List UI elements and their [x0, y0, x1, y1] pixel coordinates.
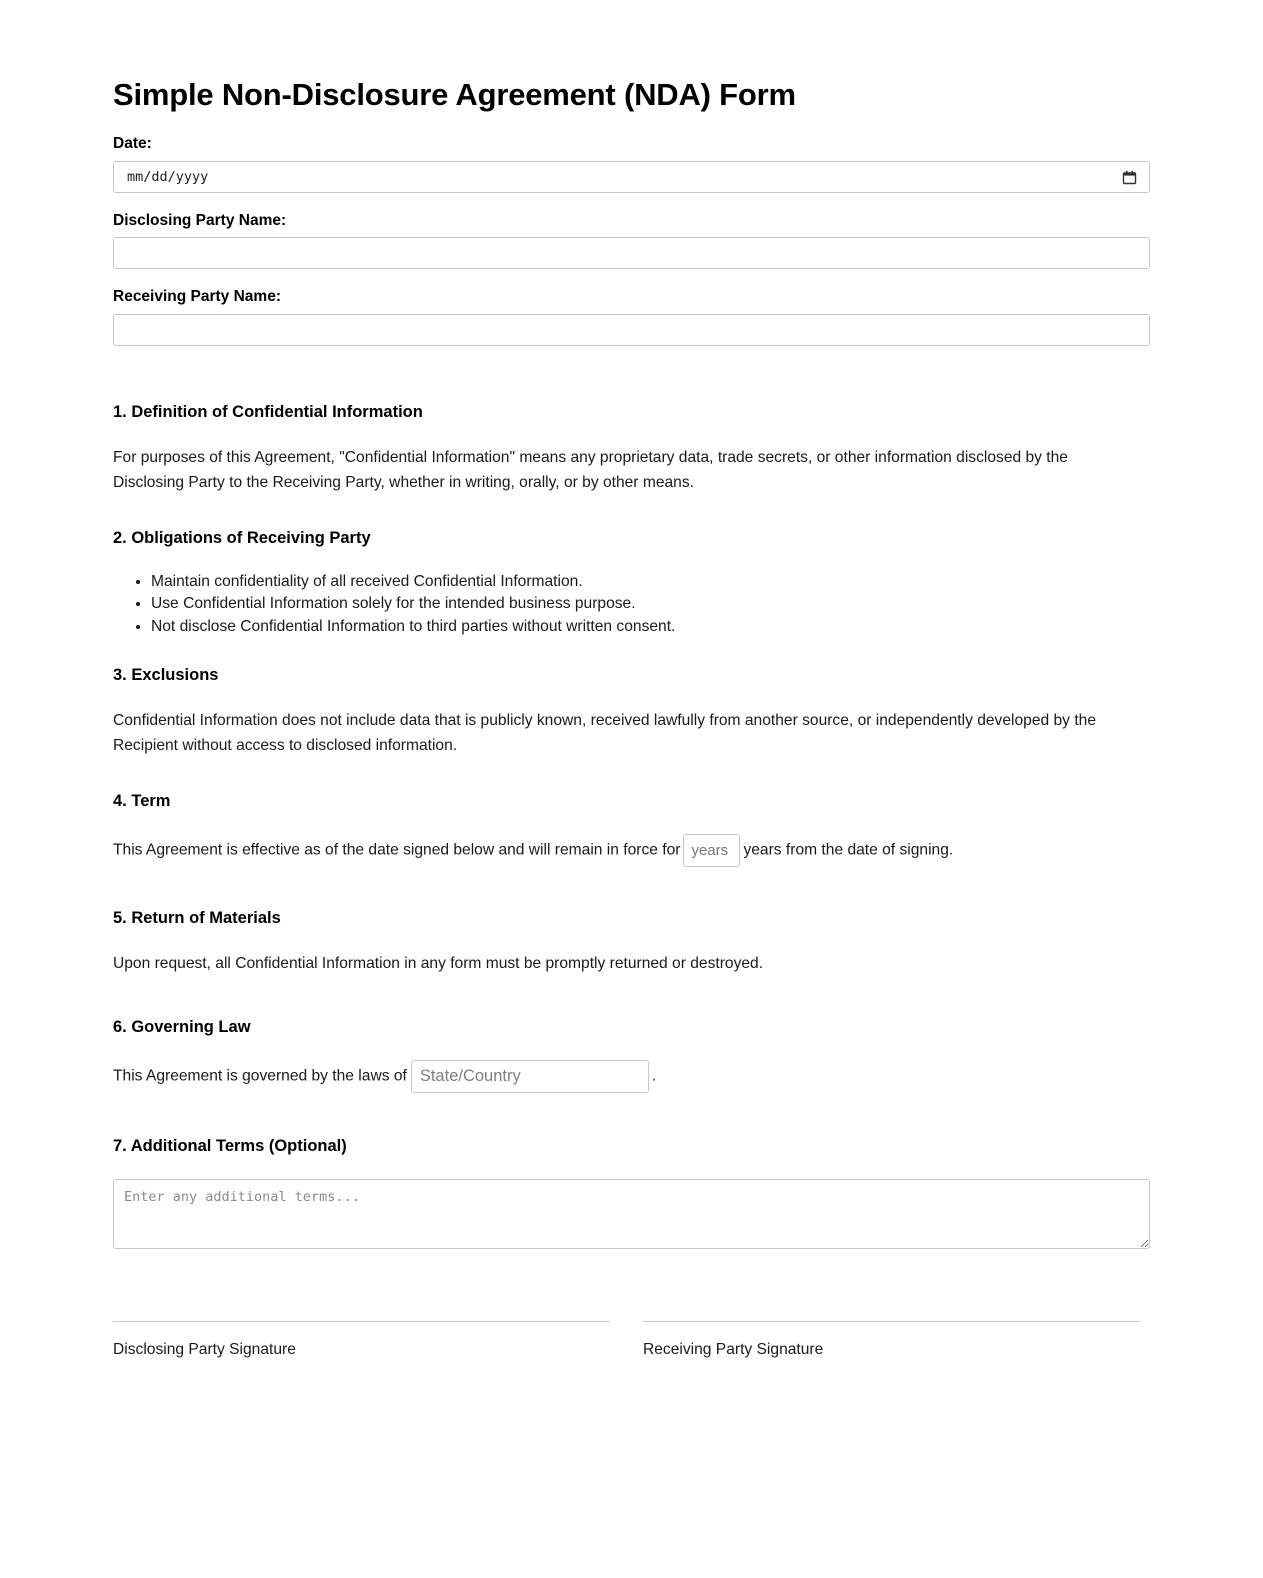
section-heading: 3. Exclusions [113, 665, 219, 684]
section-paragraph: For purposes of this Agreement, "Confidential Information" means any proprietary data, trade secrets, or other information disclosed by the Disclosing Party to the Receiving Party, whether in writing, orally, or by other means. [113, 448, 1068, 492]
date-field-group [113, 135, 1151, 193]
section-heading: 2. Obligations of Receiving Party [113, 529, 371, 548]
receiving-signature-column [643, 1321, 1140, 1360]
section-heading: 1. Definition of Confidential Information [113, 402, 423, 421]
section-heading: 6. Governing Law [113, 1018, 251, 1037]
form-content-area [113, 76, 1151, 1358]
section-paragraph: Upon request, all Confidential Information in any form must be promptly returned or destroyed. [113, 954, 764, 972]
list-item: • Not disclose Confidential Information to third parties without written consent. [151, 616, 1151, 638]
term-sentence [113, 834, 1151, 867]
section-exclusions [113, 666, 1151, 758]
section-heading: 5. Return of Materials [113, 909, 281, 928]
term-years-input[interactable] [683, 834, 740, 867]
section-paragraph: Confidential Information does not include data that is publicly known, received lawfully from another source, or independently developed by the Recipient without access to disclosed information. [113, 711, 1096, 754]
governing-law-state-input[interactable] [411, 1060, 649, 1093]
date-input[interactable] [113, 161, 1150, 193]
disclosing-party-input[interactable] [113, 237, 1150, 269]
governing-law-text-after: . [651, 1067, 657, 1085]
receiving-party-label: Receiving Party Name: [113, 288, 281, 306]
additional-terms-textarea[interactable] [113, 1179, 1150, 1249]
signature-block [113, 1321, 1151, 1360]
receiving-party-field-group [113, 288, 1151, 346]
receiving-signature-caption: Receiving Party Signature [643, 1340, 824, 1358]
calendar-icon[interactable] [1122, 170, 1137, 185]
receiving-party-input[interactable] [113, 314, 1150, 346]
section-definition [113, 403, 1151, 495]
disclosing-signature-column [113, 1321, 610, 1360]
page-title: Simple Non-Disclosure Agreement (NDA) Form [113, 77, 796, 112]
governing-law-sentence [113, 1060, 1151, 1093]
section-return-of-materials [113, 909, 1151, 976]
section-heading: 7. Additional Terms (Optional) [113, 1136, 347, 1155]
disclosing-party-label: Disclosing Party Name: [113, 211, 287, 229]
term-text-before: This Agreement is effective as of the date signed below and will remain in force for [113, 841, 681, 859]
list-item: • Use Confidential Information solely for the intended business purpose. [151, 593, 1151, 615]
section-obligations [113, 529, 1151, 638]
date-label: Date: [113, 135, 152, 153]
list-item: • Maintain confidentiality of all received Confidential Information. [151, 571, 1151, 593]
section-governing-law [113, 1018, 1151, 1093]
section-term [113, 792, 1151, 867]
receiving-signature-line [643, 1321, 1140, 1322]
section-additional-terms [113, 1137, 1151, 1249]
disclosing-signature-caption: Disclosing Party Signature [113, 1340, 296, 1358]
disclosing-signature-line [113, 1321, 610, 1322]
disclosing-party-field-group [113, 212, 1151, 270]
date-placeholder-text: mm/dd/yyyy [127, 168, 209, 185]
term-text-after: years from the date of signing. [743, 841, 954, 859]
governing-law-text-before: This Agreement is governed by the laws of [113, 1067, 407, 1085]
spacer [113, 365, 1151, 403]
section-heading: 4. Term [113, 792, 171, 811]
obligations-list [113, 571, 1151, 638]
